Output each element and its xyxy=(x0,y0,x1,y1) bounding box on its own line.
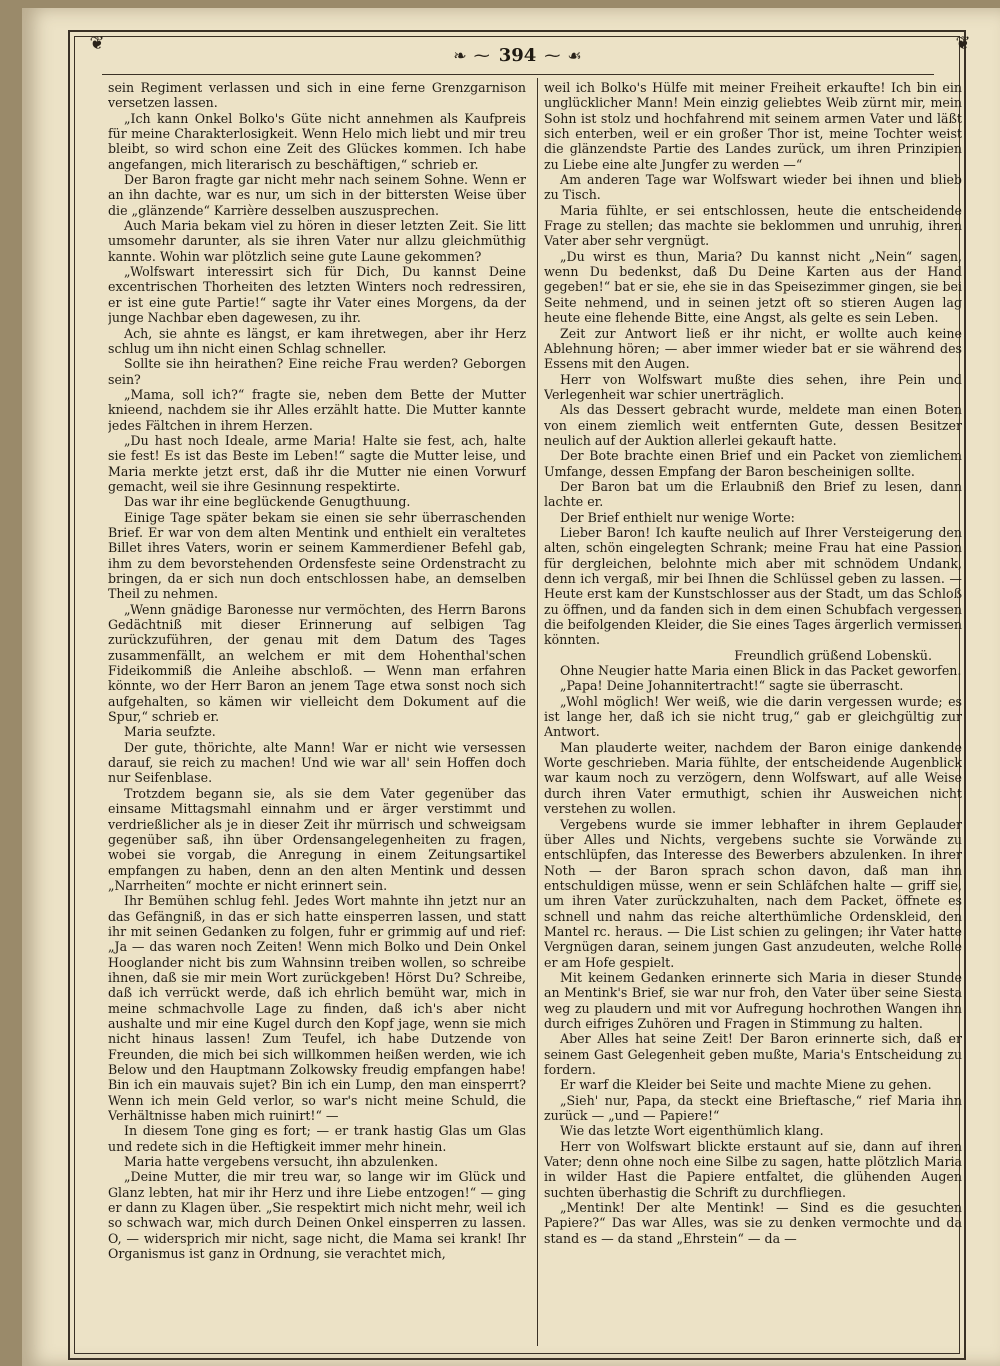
paragraph: Ihr Bemühen schlug fehl. Jedes Wort mahnte ihn jetzt nur an das Gefängniß, in das er sich hatte einsperren lassen, und statt ihr mit seinen Gedanken zu folgen, fuhr er grimmig auf und rief: „Ja — das waren noch Zeiten! Wenn mich Bolko und Dein Onkel Hooglander nicht bis zum Wahnsinn treiben wollen, so schreibe ihnen, daß sie mir mein Wort zurückgeben! Hörst Du? Schreibe, daß ich verrückt werde, daß ich ehrlich bemüht war, mich in meine schmachvolle Lage zu finden, daß ich's aber nicht aushalte und mir eine Kugel durch den Kopf jage, wenn sie mich nicht hinaus lassen! Zum Teufel, ich habe Dutzende von Freunden, die mich bei sich willkommen heißen werden, wie ich Below und den Hauptmann Zolkowsky freudig empfangen habe! Bin ich ein mauvais sujet? Bin ich ein Lump, den man einsperrt? Wenn ich mein Geld verlor, so war's nicht meine Schuld, die Verhältnisse haben mich ruinirt!“ — xyxy=(108,893,526,1124)
paragraph: Am anderen Tage war Wolfswart wieder bei ihnen und blieb zu Tisch. xyxy=(544,172,962,203)
paragraph: Maria seufzte. xyxy=(124,724,216,740)
paragraph: Ach, sie ahnte es längst, er kam ihretwegen, aber ihr Herz schlug um ihn nicht einen Schlag schneller. xyxy=(108,325,526,356)
paragraph: weil ich Bolko's Hülfe mit meiner Freiheit erkaufte! Ich bin ein unglücklicher Mann! Mein einzig geliebtes Weib zürnt mir, mein Sohn ist stolz und hochfahrend mit seinem armen Vater und läßt sich enterben, weil er ein großer Thor ist, meine Tochter weist die glänzendste Partie des Landes zurück, um ihren Prinzipien zu Liebe eine alte Jungfer zu werden —“ xyxy=(544,80,962,172)
paragraph: Der gute, thörichte, alte Mann! War er nicht wie versessen darauf, sie reich zu machen! Und wie war all' sein Hoffen doch nur Seifenblase. xyxy=(108,739,526,786)
paragraph: Der Brief enthielt nur wenige Worte: xyxy=(560,509,795,525)
paragraph: „Du hast noch Ideale, arme Maria! Halte sie fest, ach, halte sie fest! Es ist das Beste im Leben!“ sagte die Mutter leise, und Maria merkte jetzt erst, daß ihr die Mutter nie einen Vorwurf gemacht, weil sie ihre Gesinnung respektirte. xyxy=(108,432,526,494)
paragraph: Der Baron fragte gar nicht mehr nach seinem Sohne. Wenn er an ihn dachte, war es nur, um sich in der bittersten Weise über die „glänzende“ Karrière desselben auszusprechen. xyxy=(108,172,526,218)
corner-ornament-icon: ❦ xyxy=(955,33,971,54)
paragraph: Wie das letzte Wort eigenthümlich klang. xyxy=(560,1123,824,1139)
paragraph: „Mama, soll ich?“ fragte sie, neben dem Bette der Mutter knieend, nachdem sie ihr Alles erzählt hatte. Die Mutter kannte jedes Fältchen in ihrem Herzen. xyxy=(108,386,526,433)
column-left xyxy=(108,80,526,1342)
paragraph: Ohne Neugier hatte Maria einen Blick in das Packet geworfen. xyxy=(560,663,962,679)
paragraph: Herr von Wolfswart mußte dies sehen, ihre Pein und Verlegenheit war schier unerträglich. xyxy=(544,371,962,402)
paragraph: Trotzdem begann sie, als sie dem Vater gegenüber das einsame Mittagsmahl einnahm und er ärger verstimmt und verdrießlicher als je in dieser Zeit ihr mürrisch und schweigsam gegenüber saß, ihn über Ordensangelegenheiten zu fragen, wobei sie vorgab, die Anregung in einem Zeitungsartikel empfangen zu haben, denn an den alten Mentink und dessen „Narrheiten“ mochte er nicht erinnert sein. xyxy=(108,785,526,893)
paragraph: „Deine Mutter, die mir treu war, so lange wir im Glück und Glanz lebten, hat mir ihr Herz und ihre Liebe entzogen!“ — ging er dann zu Klagen über. „Sie respektirt mich nicht mehr, weil ich so schwach war, mich durch Deinen Onkel einsperren zu lassen. O, — widersprich mir nicht, sage nicht, die Mama sei krank! Ihr Organismus ist ganz in Ordnung, sie verachtet mich, xyxy=(108,1169,526,1262)
paragraph: „Papa! Deine Johannitertracht!“ sagte sie überrascht. xyxy=(560,678,904,694)
paragraph: Einige Tage später bekam sie einen sie sehr überraschenden Brief. Er war von dem alten Mentink und enthielt ein veraltetes Billet ihres Vaters, worin er seinem Kammerdiener Befehl gab, ihm zu dem bevorstehenden Ordensfeste seine Ordenstracht zu bringen, da er sich nun doch entschlossen habe, an demselben Theil zu nehmen. xyxy=(108,509,526,602)
paragraph: „Wohl möglich! Wer weiß, wie die darin vergessen wurde; es ist lange her, daß ich sie nicht trug,“ gab er gleichgültig zur Antwort. xyxy=(544,693,962,740)
letter-signature: Freundlich grüßend Lobenskü. xyxy=(734,647,932,663)
paragraph: Maria fühlte, er sei entschlossen, heute die entscheidende Frage zu stellen; das machte sie beklommen und unruhig, ihren Vater aber sehr vergnügt. xyxy=(544,202,962,249)
paragraph: Vergebens wurde sie immer lebhafter in ihrem Geplauder über Alles und Nichts, vergebens suchte sie Vorwände zu entschlüpfen, das Interesse des Bewerbers abzulenken. In ihrer Noth — der Baron sprach schon davon, daß man ihn entschuldigen müsse, wenn er sein Schläfchen halte — griff sie, um ihren Vater zurückzuhalten, nach dem Packet, öffnete es schnell und nahm das reiche alterthümliche Ordenskleid, den Mantel rc. heraus. — Die List schien zu gelingen; ihr Vater hatte Vergnügen daran, seinem jungen Gast anzudeuten, welche Rolle er am Hofe gespielt. xyxy=(544,816,962,970)
paragraph: Mit keinem Gedanken erinnerte sich Maria in dieser Stunde an Mentink's Brief, sie war nur froh, den Vater über seine Siesta weg zu plaudern und mit vor Aufregung hochrothen Wangen ihn durch eifriges Zuhören und Fragen in Stimmung zu halten. xyxy=(544,969,962,1031)
column-right xyxy=(544,80,962,1342)
paragraph: Das war ihr eine beglückende Genugthuung. xyxy=(124,494,411,510)
paragraph: Herr von Wolfswart blickte erstaunt auf sie, dann auf ihren Vater; denn ohne noch eine Silbe zu sagen, hatte plötzlich Maria in wilder Hast die Papiere entfaltet, die glühenden Augen suchten überhastig die Schrift zu durchfliegen. xyxy=(544,1138,962,1200)
paragraph: Aber Alles hat seine Zeit! Der Baron erinnerte sich, daß er seinem Gast Gelegenheit geben mußte, Maria's Entscheidung zu fordern. xyxy=(544,1031,962,1077)
paragraph: In diesem Tone ging es fort; — er trank hastig Glas um Glas und redete sich in die Heftigkeit immer mehr hinein. xyxy=(108,1123,526,1154)
paragraph: Der Bote brachte einen Brief und ein Packet von ziemlichem Umfange, dessen Empfang der Baron bescheinigen sollte. xyxy=(544,448,962,479)
header-rule xyxy=(102,74,934,75)
paragraph: „Du wirst es thun, Maria? Du kannst nicht „Nein“ sagen, wenn Du bedenkst, daß Du Deine Karten aus der Hand gegeben!“ bat er sie, ehe sie in das Speisezimmer gingen, sie bei Seite nehmend, und in seinen jetzt oft so stieren Augen lag heute eine flehende Bitte, eine Angst, als gelte es sein Leben. xyxy=(544,248,962,326)
paragraph: „Wenn gnädige Baronesse nur vermöchten, des Herrn Barons Gedächtniß mit dieser Erinnerung auf selbigen Tag zurückzuführen, der genau mit dem Datum des Tages zusammenfällt, an welchem er mit dem Hohenthal'schen Fideikommiß die Anleihe abschloß. — Wenn man erfahren könnte, wo der Herr Baron an jenem Tage etwa sonst noch sich aufgehalten, so kämen wir vielleicht dem Dokument auf die Spur,“ schrieb er. xyxy=(108,601,526,725)
header-ornament-left: ❧ ⁓ xyxy=(453,45,491,65)
paragraph: Auch Maria bekam viel zu hören in dieser letzten Zeit. Sie litt umsomehr darunter, als sie ihren Vater nur allzu gleichmüthig kannte. Wohin war plötzlich seine gute Laune gekommen? xyxy=(108,218,526,264)
paragraph: „Ich kann Onkel Bolko's Güte nicht annehmen als Kaufpreis für meine Charakterlosigkeit. Wenn Helo mich liebt und mir treu bleibt, so wird schon eine Zeit des Glückes kommen. Ich habe angefangen, mich literarisch zu beschäftigen,“ schrieb er. xyxy=(108,110,526,172)
page-header xyxy=(100,40,936,70)
header-ornament-right: ⁓ ☙ xyxy=(544,45,583,65)
paragraph: Er warf die Kleider bei Seite und machte Miene zu gehen. xyxy=(560,1077,932,1093)
paragraph: Der Baron bat um die Erlaubniß den Brief zu lesen, dann lachte er. xyxy=(544,478,962,510)
paragraph: Man plauderte weiter, nachdem der Baron einige dankende Worte geschrieben. Maria fühlte, der entscheidende Augenblick war kaum noch zu verzögern, denn Wolfswart, auf alle Weise durch ihren Vater ermuthigt, schien ihr Ausweichen nicht verstehen zu wollen. xyxy=(544,739,962,817)
page-number: 394 xyxy=(498,44,537,66)
corner-ornament-icon: ❦ xyxy=(89,33,105,54)
letter-paragraph: Lieber Baron! Ich kaufte neulich auf Ihrer Versteigerung den alten, schön eingelegten Schrank; meine Frau hat eine Passion für dergleichen, belohnte mich aber mit schnödem Undank, denn ich vergaß, mir bei Ihnen die Schlüssel geben zu lassen. — Heute erst kam der Kunstschlosser aus der Stadt, um das Schloß zu öffnen, und da fanden sich in dem einen Schubfach vergessen die beifolgenden Kleider, die Sie eines Tages ärgerlich vermissen könnten. xyxy=(544,524,962,648)
paragraph: sein Regiment verlassen und sich in eine ferne Grenzgarnison versetzen lassen. xyxy=(108,80,526,111)
paragraph: Maria hatte vergebens versucht, ihn abzulenken. xyxy=(124,1154,439,1170)
paragraph: Sollte sie ihn heirathen? Eine reiche Frau werden? Geborgen sein? xyxy=(108,356,526,387)
paragraph: „Sieh' nur, Papa, da steckt eine Brieftasche,“ rief Maria ihn zurück — „und — Papiere!“ xyxy=(544,1092,962,1124)
paragraph: Zeit zur Antwort ließ er ihr nicht, er wollte auch keine Ablehnung hören; — aber immer wieder bat er sie während des Essens mit den Augen. xyxy=(544,325,962,372)
paragraph: „Wolfswart interessirt sich für Dich, Du kannst Deine excentrischen Thorheiten des letzten Winters noch redressiren, er ist eine gute Partie!“ sagte ihr Vater eines Morgens, da der junge Nachbar eben dagewesen, zu ihr. xyxy=(108,264,526,326)
paragraph: Als das Dessert gebracht wurde, meldete man einen Boten von einem ziemlich weit entfernten Gute, dessen Besitzer neulich auf der Auktion allerlei gekauft hatte. xyxy=(544,402,962,448)
column-divider xyxy=(537,78,538,1346)
paragraph: „Mentink! Der alte Mentink! — Sind es die gesuchten Papiere?“ Das war Alles, was sie zu denken vermochte und da stand es — da stand „Ehrstein“ — da — xyxy=(544,1200,962,1246)
